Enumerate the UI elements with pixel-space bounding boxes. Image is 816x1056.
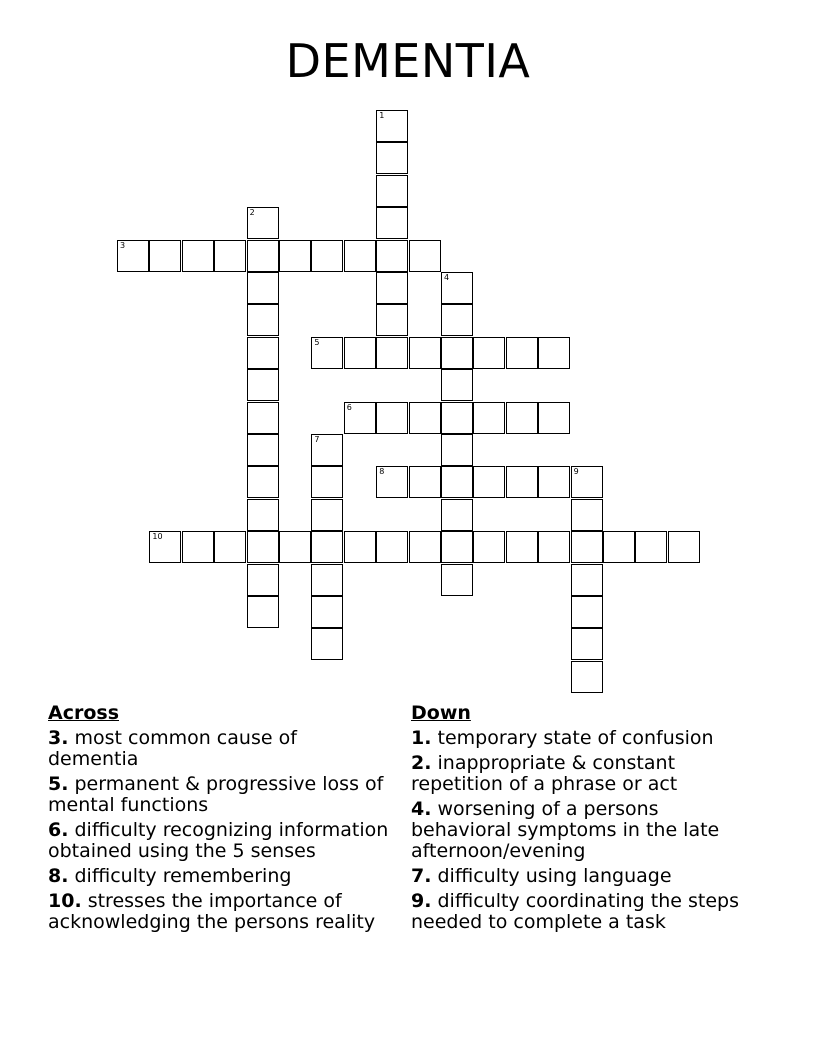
grid-cell[interactable] xyxy=(247,402,279,434)
grid-cell[interactable] xyxy=(214,531,246,563)
grid-cell[interactable] xyxy=(409,337,441,369)
clue-text: difficulty recognizing information obtained using the 5 senses xyxy=(48,819,389,862)
clue-text: permanent & progressive loss of mental functions xyxy=(48,773,384,816)
clue-down-7 xyxy=(411,866,756,887)
grid-cell[interactable] xyxy=(247,499,279,531)
clue-number: 1. xyxy=(411,727,432,749)
clue-number-label: 6 xyxy=(346,402,352,412)
grid-cell[interactable] xyxy=(441,531,473,563)
clue-across-5 xyxy=(48,774,393,816)
grid-cell[interactable] xyxy=(635,531,667,563)
grid-cell[interactable] xyxy=(571,466,603,498)
grid-cell[interactable] xyxy=(311,434,343,466)
grid-cell[interactable] xyxy=(571,661,603,693)
grid-cell[interactable] xyxy=(376,110,408,142)
clue-across-8 xyxy=(48,866,393,887)
clue-across-3 xyxy=(48,728,393,770)
grid-cell[interactable] xyxy=(376,402,408,434)
clue-number-label: 7 xyxy=(314,435,320,444)
page-title: DEMENTIA xyxy=(285,34,531,88)
clue-number: 5. xyxy=(48,773,69,795)
clue-text: stresses the importance of acknowledging the persons reality xyxy=(48,890,376,933)
grid-cell[interactable] xyxy=(247,337,279,369)
clue-number: 9. xyxy=(411,890,432,912)
grid-cell[interactable] xyxy=(538,402,570,434)
down-heading: Down xyxy=(411,702,471,724)
clue-number-label: 9 xyxy=(573,467,579,477)
clue-number: 4. xyxy=(411,798,432,820)
grid-cell[interactable] xyxy=(311,499,343,531)
grid-cell[interactable] xyxy=(409,531,441,563)
grid-cell[interactable] xyxy=(409,240,441,272)
grid-cell[interactable] xyxy=(506,337,538,369)
clue-text: inappropriate & constant repetition of a phrase or act xyxy=(411,752,678,795)
grid-cell[interactable] xyxy=(247,466,279,498)
grid-cell[interactable] xyxy=(441,337,473,369)
grid-cell[interactable] xyxy=(376,304,408,336)
grid-cell[interactable] xyxy=(668,531,700,563)
grid-cell[interactable] xyxy=(571,531,603,563)
grid-cell[interactable] xyxy=(247,596,279,628)
grid-cell[interactable] xyxy=(538,531,570,563)
clue-text: difficulty coordinating the steps needed to complete a task xyxy=(411,890,739,933)
clue-number: 3. xyxy=(48,727,69,749)
across-heading: Across xyxy=(48,702,120,724)
grid-cell[interactable] xyxy=(247,564,279,596)
clue-text: temporary state of confusion xyxy=(431,727,714,749)
grid-cell[interactable] xyxy=(441,369,473,401)
clue-down-9 xyxy=(411,891,756,933)
grid-cell[interactable] xyxy=(344,531,376,563)
clue-down-1 xyxy=(411,728,756,749)
clue-down-2 xyxy=(411,753,756,795)
clue-text: difficulty using language xyxy=(431,865,672,887)
grid-cell[interactable] xyxy=(506,531,538,563)
grid-cell[interactable] xyxy=(247,272,279,304)
grid-cell[interactable] xyxy=(247,531,279,563)
grid-cell[interactable] xyxy=(441,434,473,466)
grid-cell[interactable] xyxy=(149,531,181,563)
grid-cell[interactable] xyxy=(473,466,505,498)
clue-down-4 xyxy=(411,799,756,862)
grid-cell[interactable] xyxy=(117,240,149,272)
grid-cell[interactable] xyxy=(182,531,214,563)
grid-cell[interactable] xyxy=(247,240,279,272)
clue-number: 10. xyxy=(48,890,82,912)
clue-number-label: 3 xyxy=(120,240,126,250)
clue-text: worsening of a persons behavioral symptoms in the late afternoon/evening xyxy=(411,798,720,862)
grid-cell[interactable] xyxy=(344,337,376,369)
grid-cell[interactable] xyxy=(376,207,408,239)
grid-cell[interactable] xyxy=(538,337,570,369)
clue-number: 8. xyxy=(48,865,69,887)
grid-cell[interactable] xyxy=(311,628,343,660)
grid-cell[interactable] xyxy=(603,531,635,563)
clue-text: most common cause of dementia xyxy=(48,727,297,770)
grid-cell[interactable] xyxy=(311,337,343,369)
clue-number-label: 2 xyxy=(249,208,255,218)
grid-cell[interactable] xyxy=(376,466,408,498)
grid-cell[interactable] xyxy=(441,402,473,434)
grid-cell[interactable] xyxy=(247,207,279,239)
grid-cell[interactable] xyxy=(441,304,473,336)
clue-number: 7. xyxy=(411,865,432,887)
grid-cell[interactable] xyxy=(441,466,473,498)
grid-cell[interactable] xyxy=(538,466,570,498)
grid-cell[interactable] xyxy=(279,531,311,563)
down-clues xyxy=(411,702,756,937)
clue-number-label: 10 xyxy=(152,532,163,542)
across-clues xyxy=(48,702,393,937)
grid-cell[interactable] xyxy=(441,499,473,531)
clue-number-label: 8 xyxy=(379,467,385,477)
grid-cell[interactable] xyxy=(473,531,505,563)
grid-cell[interactable] xyxy=(311,240,343,272)
clue-number-label: 5 xyxy=(314,337,320,347)
grid-cell[interactable] xyxy=(376,272,408,304)
grid-cell[interactable] xyxy=(311,564,343,596)
grid-cell[interactable] xyxy=(376,240,408,272)
grid-cell[interactable] xyxy=(247,304,279,336)
grid-cell[interactable] xyxy=(506,466,538,498)
grid-cell[interactable] xyxy=(571,628,603,660)
grid-cell[interactable] xyxy=(376,142,408,174)
grid-cell[interactable] xyxy=(344,240,376,272)
clue-across-10 xyxy=(48,891,393,933)
clue-number: 6. xyxy=(48,819,69,841)
grid-cell[interactable] xyxy=(311,466,343,498)
grid-cell[interactable] xyxy=(376,337,408,369)
grid-cell[interactable] xyxy=(247,369,279,401)
grid-cell[interactable] xyxy=(409,466,441,498)
clue-number: 2. xyxy=(411,752,432,774)
grid-cell[interactable] xyxy=(441,564,473,596)
clue-across-6 xyxy=(48,820,393,862)
grid-cell[interactable] xyxy=(571,564,603,596)
grid-cell[interactable] xyxy=(506,402,538,434)
grid-cell[interactable] xyxy=(409,402,441,434)
clue-text: difficulty remembering xyxy=(68,865,292,887)
grid-cell[interactable] xyxy=(571,596,603,628)
grid-cell[interactable] xyxy=(571,499,603,531)
grid-cell[interactable] xyxy=(473,402,505,434)
grid-cell[interactable] xyxy=(311,531,343,563)
grid-cell[interactable] xyxy=(279,240,311,272)
grid-cell[interactable] xyxy=(344,402,376,434)
grid-cell[interactable] xyxy=(473,337,505,369)
grid-cell[interactable] xyxy=(376,531,408,563)
grid-cell[interactable] xyxy=(214,240,246,272)
clue-number-label: 1 xyxy=(379,111,385,120)
grid-cell[interactable] xyxy=(441,272,473,304)
grid-cell[interactable] xyxy=(149,240,181,272)
clue-number-label: 4 xyxy=(444,273,450,282)
grid-cell[interactable] xyxy=(376,175,408,207)
grid-cell[interactable] xyxy=(247,434,279,466)
grid-cell[interactable] xyxy=(311,596,343,628)
grid-cell[interactable] xyxy=(182,240,214,272)
